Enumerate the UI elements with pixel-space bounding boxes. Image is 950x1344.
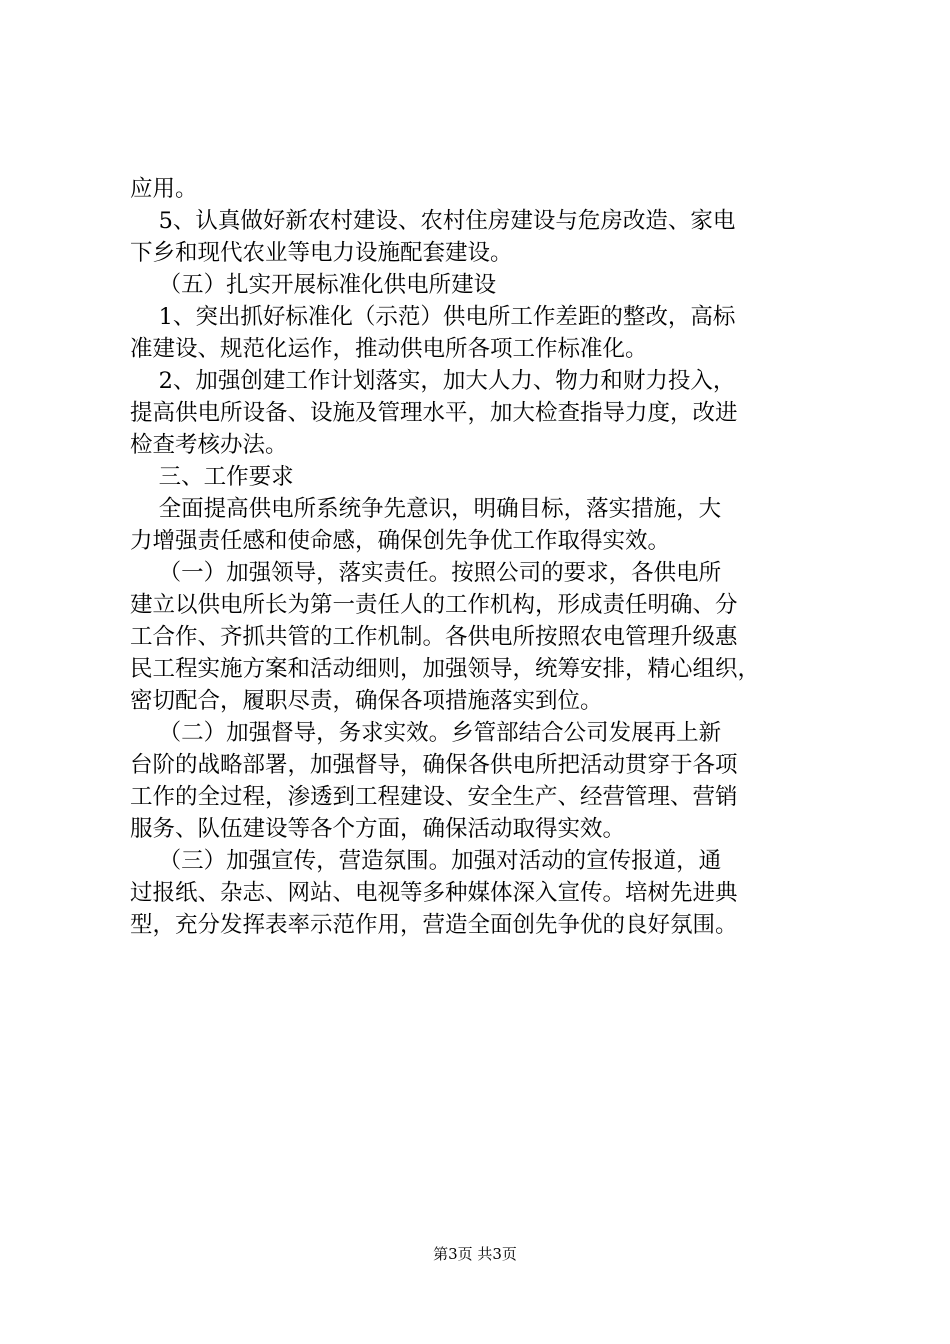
text-line: 民工程实施方案和活动细则，加强领导，统筹安排，精心组织， [130, 656, 761, 682]
text-line: 全面提高供电所系统争先意识，明确目标，落实措施，大 [130, 496, 722, 522]
text-line: 准建设、规范化运作，推动供电所各项工作标准化。 [130, 336, 648, 362]
text-line: 检查考核办法。 [130, 432, 288, 458]
text-line: 应用。 [130, 176, 198, 202]
document-body [130, 173, 830, 941]
text-line: 下乡和现代农业等电力设施配套建设。 [130, 240, 513, 266]
text-line: 工合作、齐抓共管的工作机制。各供电所按照农电管理升级惠 [130, 624, 738, 650]
text-line: 服务、队伍建设等各个方面，确保活动取得实效。 [130, 816, 626, 842]
text-line: 过报纸、杂志、网站、电视等多种媒体深入宣传。培树先进典 [130, 880, 738, 906]
text-line: 台阶的战略部署，加强督导，确保各供电所把活动贯穿于各项 [130, 752, 738, 778]
text-line: 工作的全过程，渗透到工程建设、安全生产、经营管理、营销 [130, 784, 738, 810]
text-line: 2、加强创建工作计划落实，加大人力、物力和财力投入， [130, 368, 736, 394]
text-line: 5、认真做好新农村建设、农村住房建设与危房改造、家电 [130, 208, 736, 234]
text-line: 提高供电所设备、设施及管理水平，加大检查指导力度，改进 [130, 400, 738, 426]
text-line: （二）加强督导，务求实效。乡管部结合公司发展再上新 [130, 720, 722, 746]
section-heading: （五）扎实开展标准化供电所建设 [130, 272, 497, 298]
text-line: （一）加强领导，落实责任。按照公司的要求，各供电所 [130, 560, 722, 586]
page-footer: 第3页 共3页 [433, 1245, 517, 1263]
text-line: 型，充分发挥表率示范作用，营造全面创先争优的良好氛围。 [130, 912, 738, 938]
section-heading: 三、工作要求 [130, 464, 294, 490]
text-line: 建立以供电所长为第一责任人的工作机构，形成责任明确、分 [130, 592, 738, 618]
text-line: 密切配合，履职尽责，确保各项措施落实到位。 [130, 688, 603, 714]
text-line: 力增强责任感和使命感，确保创先争优工作取得实效。 [130, 528, 671, 554]
text-line: （三）加强宣传，营造氛围。加强对活动的宣传报道，通 [130, 848, 722, 874]
text-line: 1、突出抓好标准化（示范）供电所工作差距的整改，高标 [130, 304, 736, 330]
